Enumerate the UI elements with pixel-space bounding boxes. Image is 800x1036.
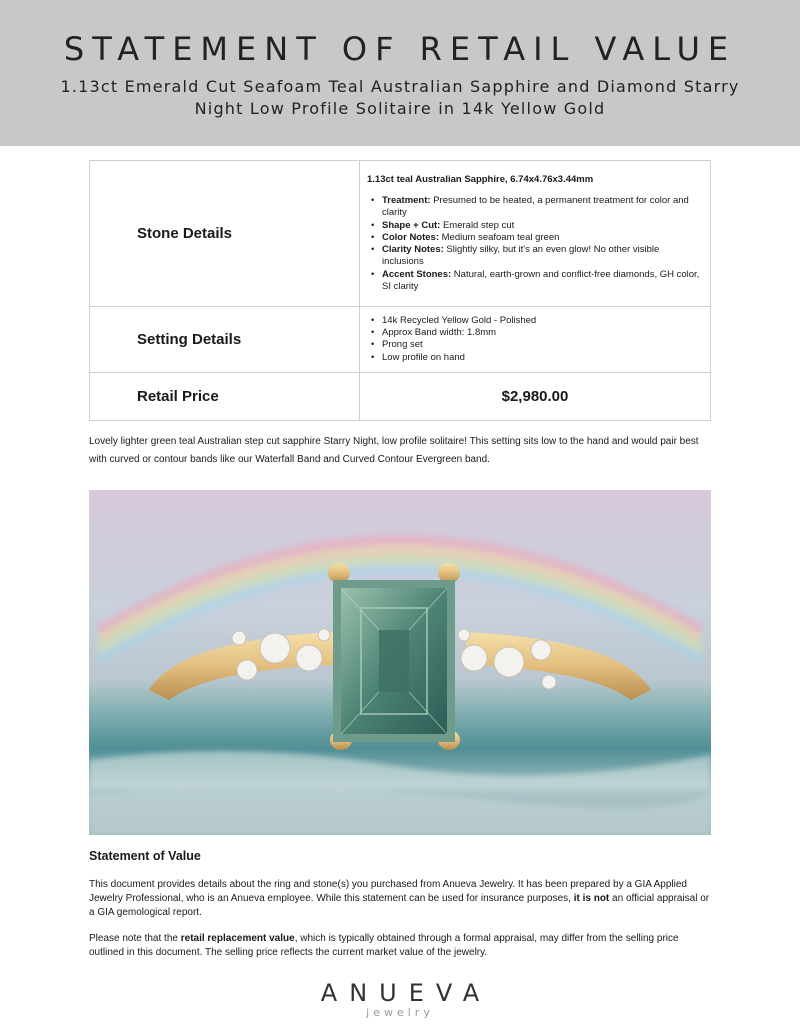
- item-key: Accent Stones:: [382, 268, 452, 280]
- item-value: Slightly silky, but it's an even glow! No other visible inclusions: [382, 244, 660, 268]
- ring-description: Lovely lighter green teal Australian step cut sapphire Starry Night, low profile solitaire! This setting sits low to the hand and would pair best with curved or contour bands like our Waterfall Band and Curved Contour Evergreen band.: [89, 436, 699, 465]
- setting-details-row: [90, 307, 711, 373]
- document-subtitle: 1.13ct Emerald Cut Seafoam Teal Australian Sapphire and Diamond Starry Night Low Profile Solitaire in 14k Yellow Gold: [60, 77, 740, 118]
- setting-details-label: Setting Details: [90, 307, 360, 373]
- item-key: Treatment:: [382, 195, 431, 207]
- stone-heading: 1.13ct teal Australian Sapphire, 6.74x4.76x3.44mm: [367, 174, 594, 186]
- item-value: Emerald step cut: [440, 219, 515, 231]
- anueva-logo: [300, 980, 500, 1019]
- stone-details-list: [367, 195, 700, 293]
- statement-paragraph-2: [89, 932, 714, 960]
- item-key: Shape + Cut:: [382, 219, 441, 231]
- logo-wordmark: ANUEVA: [320, 979, 492, 1007]
- document-title: STATEMENT OF RETAIL VALUE: [63, 30, 737, 68]
- retail-price-value: $2,980.00: [360, 372, 711, 420]
- stone-details-content: [360, 161, 711, 307]
- header-banner: [0, 0, 800, 146]
- retail-price-row: [90, 372, 711, 420]
- stone-details-label: Stone Details: [90, 161, 360, 307]
- ring-illustration: [89, 490, 711, 835]
- statement-paragraph-1: [89, 878, 714, 920]
- list-item: [367, 269, 700, 293]
- list-item: • 14k Recycled Yellow Gold - Polished: [367, 315, 700, 327]
- item-value: Presumed to be heated, a permanent treatment for color and clarity: [382, 195, 689, 219]
- details-table: [89, 160, 711, 421]
- list-item: • Low profile on hand: [367, 352, 700, 364]
- gem-facet: [379, 630, 409, 692]
- list-item: • Approx Band width: 1.8mm: [367, 327, 700, 339]
- setting-details-content: [360, 307, 711, 373]
- list-item: [367, 195, 700, 219]
- item-key: Clarity Notes:: [382, 244, 444, 256]
- item-value: Natural, earth-grown and conflict-free diamonds, GH color, SI clarity: [382, 268, 700, 292]
- list-item: [367, 232, 700, 244]
- retail-price-label: Retail Price: [90, 372, 360, 420]
- list-item: • Prong set: [367, 339, 700, 351]
- statement-title: Statement of Value: [89, 849, 201, 863]
- logo-subtitle: jewelry: [366, 1006, 434, 1019]
- emphasis: retail replacement value: [180, 933, 295, 944]
- item-key: Color Notes:: [382, 231, 439, 243]
- list-item: [367, 244, 700, 268]
- item-value: Medium seafoam teal green: [439, 231, 560, 243]
- text-run: , which is typically obtained through a formal appraisal, may differ from the selling price outlined in this document. The selling price reflects the current market value of the jewelry.: [89, 933, 679, 958]
- text-run: Please note that the: [89, 933, 181, 944]
- setting-details-list: [367, 315, 700, 364]
- text-run: This document provides details about the ring and stone(s) you purchased from Anueva Jewelry. It has been prepared by a GIA Applied Jewelry Professional, who is an Anueva employee. While this statement can be used for insurance purposes,: [89, 879, 687, 904]
- emphasis: it is not: [573, 893, 610, 904]
- stone-details-row: [90, 161, 711, 307]
- ring-photo: [89, 490, 711, 835]
- text-run: an official appraisal or a GIA gemological report.: [89, 893, 710, 918]
- list-item: [367, 220, 700, 232]
